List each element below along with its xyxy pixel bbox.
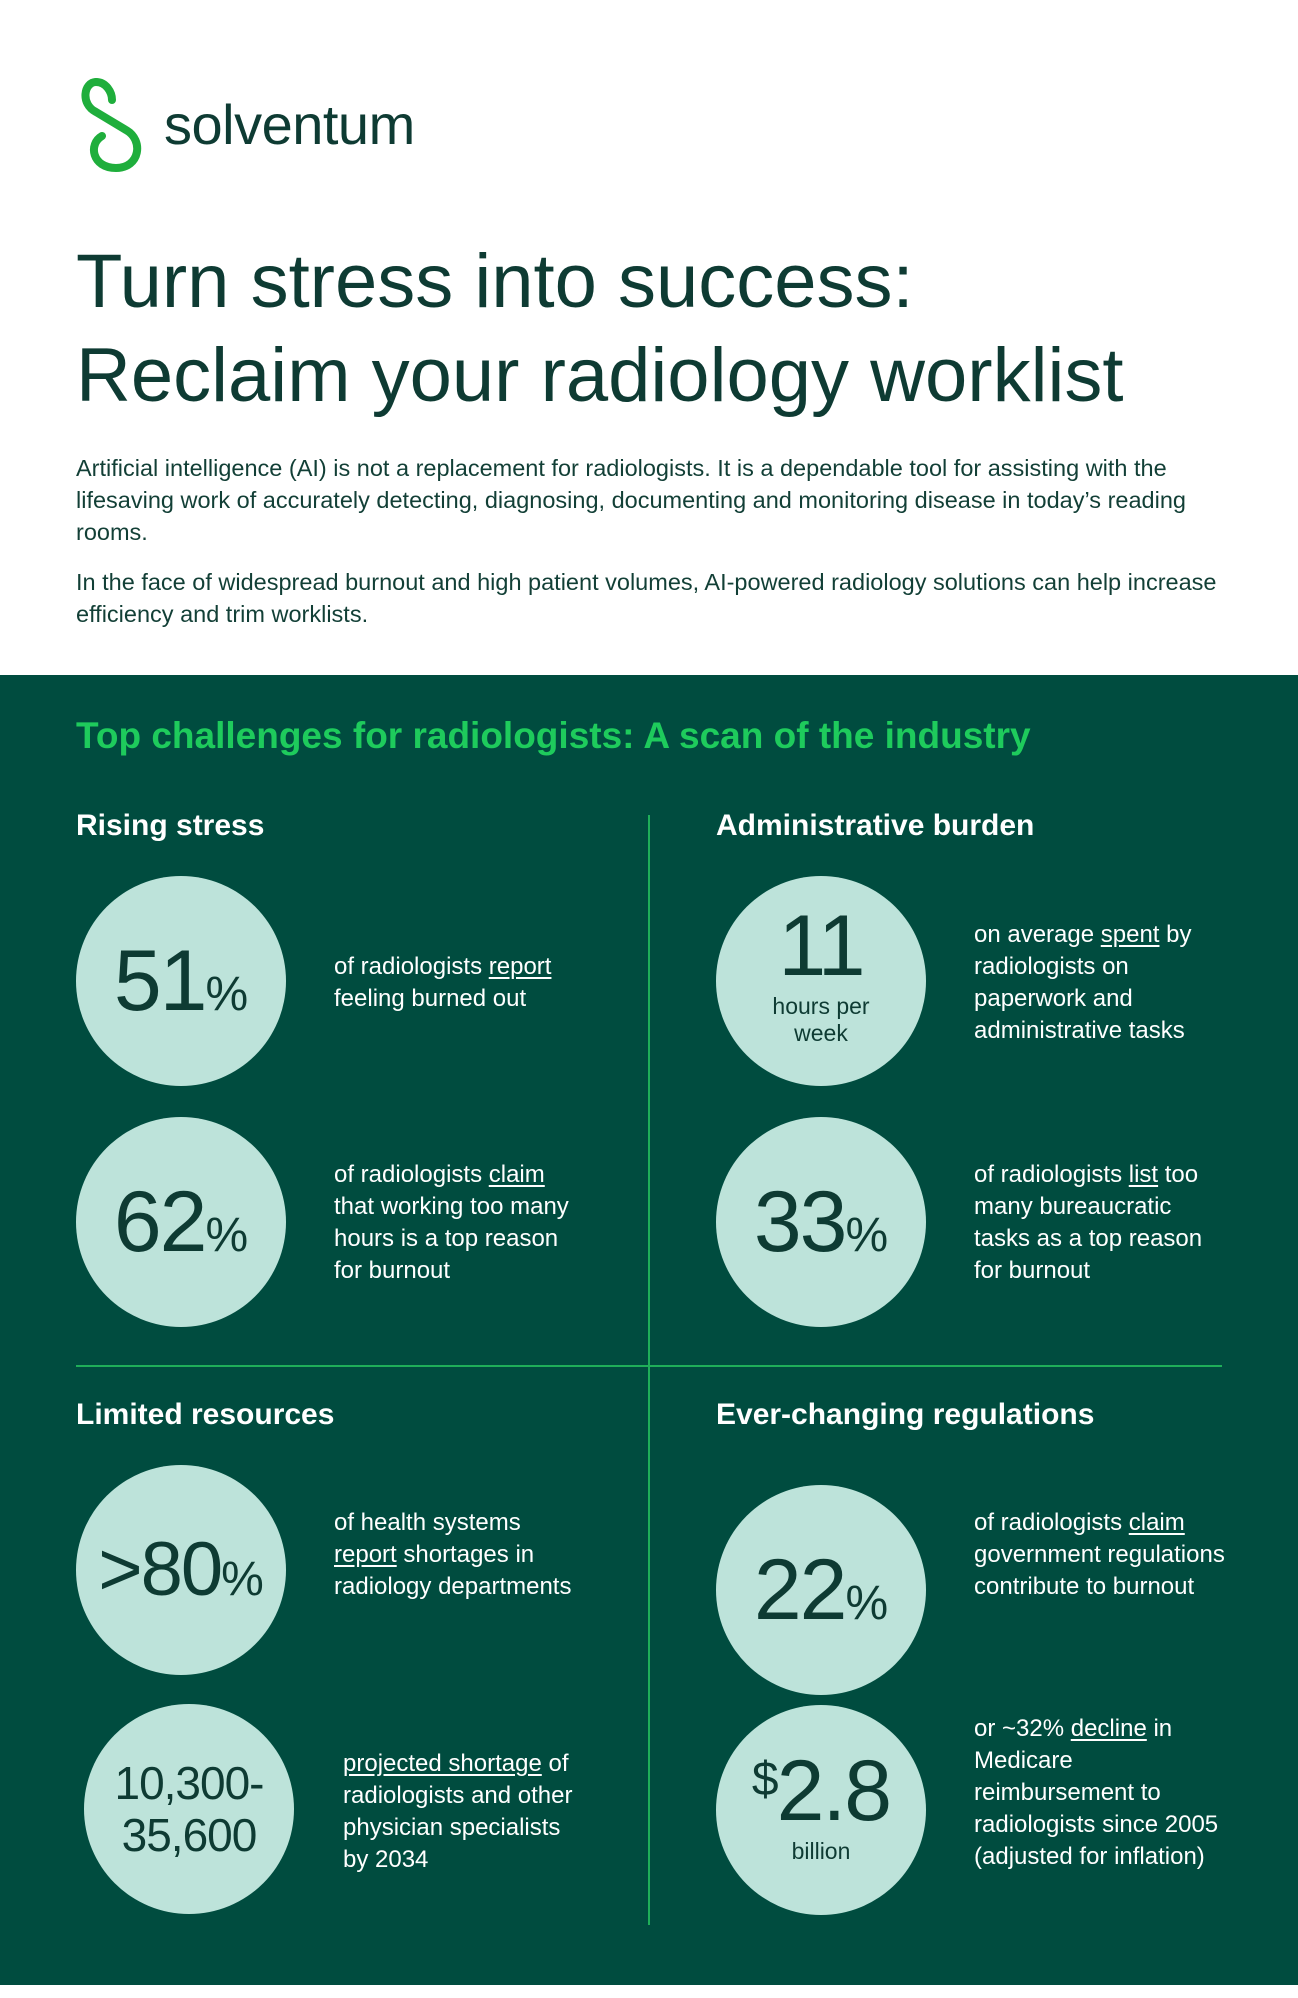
section-title-limited-resources: Limited resources [76, 1398, 335, 1431]
stat-value-line-1: 10,300- [114, 1757, 264, 1809]
brand-name: solventum [164, 92, 415, 156]
intro-text [76, 452, 1236, 648]
stat-circle-33 [716, 1117, 926, 1327]
stat-value: 33 [753, 1174, 846, 1270]
stat-description-11-hours: on average spent by radiologists on paperwork and administrative tasks [974, 921, 1192, 1044]
stat-currency: $ [751, 1752, 777, 1806]
stat-value-line-2: 35,600 [121, 1809, 257, 1861]
stat-unit: % [845, 1209, 889, 1262]
stat-description-shortage: projected shortage of radiologists and other physician specialists by 2034 [343, 1750, 573, 1873]
stat-value: 51 [113, 933, 206, 1029]
source-link[interactable]: projected shortage [343, 1750, 542, 1777]
source-link[interactable]: claim [1128, 1509, 1185, 1536]
title-line-2: Reclaim your radiology worklist [76, 333, 1124, 418]
stat-unit: % [221, 1553, 264, 1606]
challenges-panel [0, 675, 1298, 1985]
stat-circle-62 [76, 1117, 286, 1327]
section-title-administrative-burden: Administrative burden [716, 809, 1035, 842]
stat-circle-2-8-billion [716, 1705, 926, 1915]
stat-description-33: of radiologists list too many bureaucratic tasks as a top reason for burnout [974, 1161, 1203, 1284]
stat-description-62: of radiologists claim that working too many hours is a top reason for burnout [334, 1161, 569, 1284]
stat-description-22: of radiologists claim government regulations contribute to burnout [974, 1509, 1225, 1600]
stat-description-2-8-billion: or ~32% decline in Medicare reimbursement to radiologists since 2005 (adjusted for inflation) [974, 1715, 1219, 1870]
stat-unit: % [205, 1209, 249, 1262]
horizontal-divider [76, 1365, 1222, 1367]
source-link[interactable]: claim [488, 1161, 545, 1188]
title-line-1: Turn stress into success: [76, 239, 914, 324]
source-link[interactable]: spent [1100, 921, 1160, 948]
stat-description-51: of radiologists report feeling burned out [334, 953, 552, 1012]
intro-paragraph-2: In the face of widespread burnout and high patient volumes, AI-powered radiology solutions can help increase efficiency and trim worklists. [76, 569, 1217, 627]
stat-circle-80 [76, 1465, 286, 1675]
stat-circle-22 [716, 1485, 926, 1695]
source-link[interactable]: report [334, 1541, 397, 1568]
stat-value: 22 [753, 1542, 846, 1638]
stat-circle-51 [76, 876, 286, 1086]
stat-sub: hours per week [772, 993, 870, 1046]
vertical-divider [648, 815, 650, 1925]
intro-paragraph-1: Artificial intelligence (AI) is not a replacement for radiologists. It is a dependable tool for assisting with the lifesaving work of accurately detecting, diagnosing, documenting and monitoring disease in today’s reading rooms. [76, 455, 1186, 545]
stat-value: 62 [113, 1174, 206, 1270]
source-link[interactable]: decline [1070, 1715, 1147, 1742]
section-title-ever-changing-regulations: Ever-changing regulations [716, 1398, 1095, 1431]
panel-title: Top challenges for radiologists: A scan of the industry [76, 715, 1031, 756]
solventum-logo-icon [76, 74, 146, 174]
source-link[interactable]: list [1128, 1161, 1159, 1188]
stat-unit: % [205, 968, 249, 1021]
stat-sub: billion [791, 1837, 851, 1864]
section-title-rising-stress: Rising stress [76, 809, 265, 842]
stat-value: 2.8 [776, 1742, 891, 1839]
stat-circle-shortage [84, 1704, 294, 1914]
stat-description-80: of health systems report shortages in radiology departments [334, 1509, 572, 1600]
brand-logo [76, 74, 415, 174]
stat-circle-11-hours [716, 876, 926, 1086]
source-link[interactable]: report [488, 953, 552, 980]
stat-value: >80 [98, 1527, 222, 1612]
stat-value: 11 [778, 898, 864, 994]
stat-unit: % [845, 1577, 889, 1630]
page-title [76, 235, 1256, 423]
